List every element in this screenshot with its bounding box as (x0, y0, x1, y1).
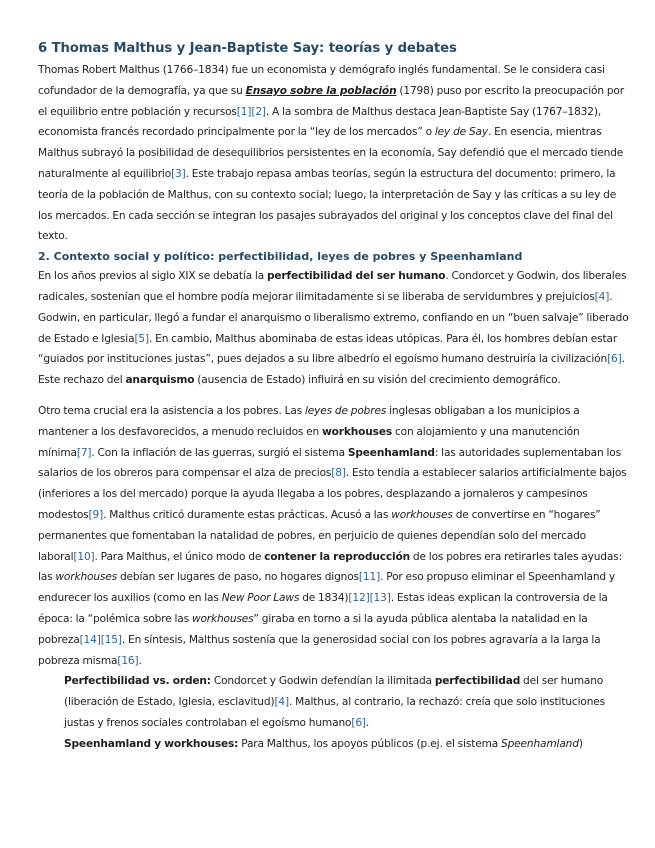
term-leyes-de-pobres: leyes de pobres (304, 404, 387, 417)
text-run: . En esencia, mientras Malthus subrayó la posibilidad de desequilibrios persistentes en la economía, Say defendió que el mercado tiende naturalmente al equilibrio (38, 126, 624, 180)
text-run: . (365, 716, 370, 729)
text-run: inglesas obligaban a los municipios a mantener a los desfavorecidos, a menudo recluidos en (38, 404, 580, 438)
text-run: (ausencia de Estado) influirá en su visión del crecimiento demográfico. (194, 374, 561, 387)
text-run: . Godwin, en particular, llegó a fundar el anarquismo o liberalismo extremo, confiando en un “buen salvaje” liberado de Estado e Iglesia (38, 290, 629, 345)
term-anarquismo: anarquismo (125, 374, 195, 387)
text-run: con alojamiento y una manutención mínima (38, 425, 580, 459)
term-workhouses-italic: workhouses (191, 612, 254, 625)
term-workhouses: workhouses (322, 425, 393, 438)
text-run: . Esto tendía a establecer salarios artificialmente bajos (inferiores a los del mercado) porque la ayuda llegaba a los pobres, desplazando a jornaleros y campesinos modestos (38, 467, 627, 521)
footnote-ref-2[interactable]: [2] (251, 105, 266, 118)
footnote-ref-7[interactable]: [7] (76, 446, 92, 459)
footnote-ref-11[interactable]: [11] (358, 571, 381, 584)
footnote-ref-15[interactable]: [15] (100, 633, 122, 646)
text-run: ” giraba en torno a si la ayuda pública alentaba la natalidad en la pobreza (38, 612, 588, 646)
term-ley-de-say: ley de Say (434, 126, 488, 139)
text-run: . Estas ideas explican la controversia de la época: la “polémica sobre las (38, 592, 608, 625)
text-run: . Condorcet y Godwin, dos liberales radicales, sostenían que el hombre podía mejorar ilimitadamente si se liberaba de servidumbres y prejuicios (38, 270, 627, 303)
text-run: Para Malthus, los apoyos públicos (p.ej. el sistema (238, 737, 501, 750)
text-run: . Malthus, al contrario, la rechazó: creía que solo instituciones justas y frenos sociales controlaban el egoísmo humano (64, 696, 606, 729)
text-run: del ser humano (liberación de Estado, Iglesia, esclavitud) (64, 675, 604, 709)
list-item-label: Perfectibilidad vs. orden: (64, 675, 211, 688)
footnote-ref-10[interactable]: [10] (73, 550, 95, 563)
text-run: . Malthus criticó duramente estas prácticas. Acusó a las (103, 508, 392, 521)
text-run: . Este trabajo repasa ambas teorías, según la estructura del documento: primero, la teoría de la población de Malthus, con su contexto social; luego, la interpretación de Say y las críticas a su ley de los mercados. En cada sección se integran los pasajes subrayados del original y los conceptos clave del final del texto. (38, 167, 617, 243)
footnote-ref-5[interactable]: [5] (134, 332, 150, 345)
footnote-ref-14[interactable]: [14] (79, 633, 101, 646)
footnote-ref-6[interactable]: [6] (607, 353, 622, 366)
text-run: . Por eso propuso eliminar el Speenhamland y endurecer los auxilios (como en las (38, 571, 616, 605)
footnote-ref-13[interactable]: [13] (369, 592, 391, 605)
list-item-speenhamland (64, 734, 633, 755)
intro-paragraph (38, 60, 633, 247)
term-workhouses-italic: workhouses (391, 508, 453, 521)
footnote-ref-6[interactable]: [6] (351, 716, 366, 729)
text-run: Otro tema crucial era la asistencia a los pobres. Las (38, 404, 305, 417)
section-title: 6 Thomas Malthus y Jean-Baptiste Say: teorías y debates (38, 41, 457, 56)
text-run: . En cambio, Malthus abominaba de estas ideas utópicas. Para él, los hombres debían estar “guiados por instituciones justas”, pues dejados a su libre albedrío el egoísmo humano destruiría la civilización (38, 332, 618, 366)
text-run: . Con la inflación de las guerras, surgió el sistema (91, 446, 348, 459)
text-run: Thomas Robert Malthus (1766–1834) fue un economista y demógrafo inglés fundamental. Se le considera casi cofundador de la demografía, ya que su (38, 64, 605, 97)
footnote-ref-4[interactable]: [4] (594, 290, 610, 303)
footnote-ref-16[interactable]: [16] (117, 654, 139, 667)
paragraph-perfectibility (38, 266, 633, 391)
term-perfectibilidad: perfectibilidad (434, 675, 521, 688)
list-item-label: Speenhamland y workhouses: (64, 737, 239, 750)
text-run: de los pobres era retirarles tales ayudas: las (38, 550, 623, 584)
footnote-ref-3[interactable]: [3] (171, 167, 186, 180)
footnote-ref-4[interactable]: [4] (274, 696, 289, 709)
text-run: . En síntesis, Malthus sostenía que la generosidad social con los pobres agravaría a la larga la pobreza misma (38, 633, 601, 667)
text-run: debían ser lugares de paso, no hogares dignos (117, 571, 359, 584)
paragraph-poor-laws (38, 401, 633, 671)
text-run: . Este rechazo del (38, 353, 625, 387)
text-run: En los años previos al siglo XIX se debatía la (38, 270, 267, 283)
text-run: de convertirse en “hogares” permanentes que fomentaban la natalidad de pobres, en perjuicio de quienes dependían solo del mercado laboral (38, 508, 601, 563)
footnote-ref-9[interactable]: [9] (88, 508, 104, 521)
term-speenhamland: Speenhamland (347, 446, 435, 459)
subsection-title: 2. Contexto social y político: perfectibilidad, leyes de pobres y Speenhamland (38, 250, 523, 264)
text-run: Condorcet y Godwin defendían la ilimitada (210, 675, 435, 688)
list-item-perfectibilidad (64, 671, 633, 733)
footnote-ref-8[interactable]: [8] (331, 467, 346, 480)
term-workhouses-italic: workhouses (55, 571, 118, 584)
book-title-ensayo: Ensayo sobre la población (245, 84, 397, 97)
term-speenhamland-italic: Speenhamland (501, 737, 579, 750)
text-run: . A la sombra de Malthus destaca Jean-Baptiste Say (1767–1832), economista francés recordado principalmente por la “ley de los mercados” o (38, 105, 602, 139)
text-run: : las autoridades suplementaban los salarios de los obreros para compensar el alza de precios (38, 446, 621, 480)
term-new-poor-laws: New Poor Laws (221, 592, 300, 605)
term-contener-reproduccion: contener la reproducción (264, 550, 411, 563)
text-run: (1798) puso por escrito la preocupación por el equilibrio entre población y recursos (38, 84, 624, 118)
footnote-ref-12[interactable]: [12] (348, 592, 370, 605)
text-run: ) (578, 737, 583, 750)
footnote-ref-1[interactable]: [1] (236, 105, 252, 118)
term-perfectibilidad: perfectibilidad del ser humano (266, 270, 446, 283)
text-run: . (138, 654, 142, 667)
text-run: de 1834) (299, 592, 349, 605)
text-run: . Para Malthus, el único modo de (94, 550, 265, 563)
key-concepts-list (38, 671, 633, 754)
